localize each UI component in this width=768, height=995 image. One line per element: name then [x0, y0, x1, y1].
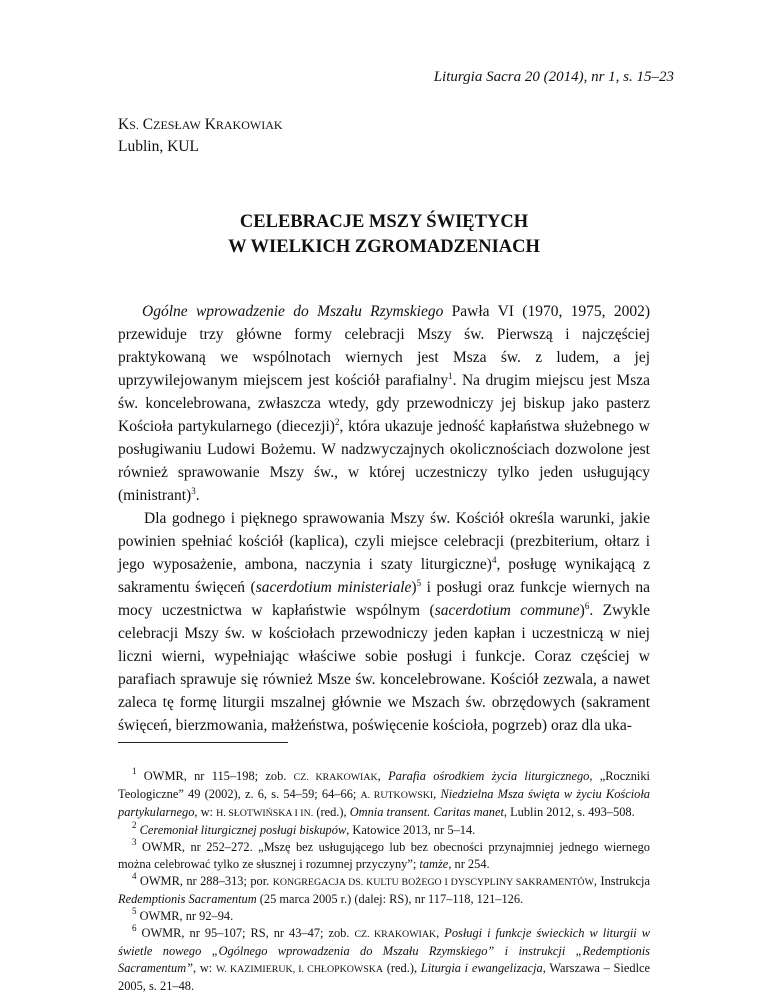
text-run: , „Roczniki Teologiczne” 49 (2002), z. 6, s. 54–59; 64–66; [118, 769, 651, 801]
text-run: , Katowice 2013, nr 5–14. [346, 823, 476, 837]
footnote-5 [118, 908, 650, 925]
article-title [118, 210, 650, 260]
cited-title: tamże [419, 857, 449, 871]
cited-title: Liturgia i ewangelizacja [420, 961, 543, 975]
text-run: . Zwykle celebracji Mszy św. w kościołach przewodniczy jeden kapłan i uczestniczą w niej liczni wierni, wypełniając właściwe sobie posługi i funkcje. Coraz częściej w parafiach sprawuje się również Msze św. koncelebrowane. Kościół zezwala, a nawet zaleca tę formę liturgii mszalnej głównie we Mszach św. obrzędowych (sakrament święceń, bierzmowania, małżeństwa, poświęcenie kościoła, pogrzeb) oraz dla uka- [118, 602, 650, 734]
cited-title: Omnia transent. Caritas manet [349, 805, 504, 819]
footnote-1 [118, 768, 650, 822]
title-line-1: CELEBRACJE MSZY ŚWIĘTYCH [239, 212, 529, 232]
footnote-ref[interactable]: 3 [191, 486, 196, 496]
text-run: OWMR, nr 92–94. [136, 909, 234, 923]
text-run: ) [579, 602, 585, 619]
author-ref: KONGREGACJA DS. KULTU BOŻEGO I DYSCYPLINY SAKRAMENTÓW [272, 877, 594, 888]
text-run: OWMR, nr 252–272. „Mszę bez usługującego lub bez obecności przynajmniej jednego wiernego można celebrować tylko ze słusznej i rozumnej przyczyny”; [118, 840, 650, 871]
cited-title: Redemptionis Sacramentum [118, 892, 257, 906]
text-run: , posługę wynikającą z sakramentu święceń ( [118, 556, 650, 596]
footnote-3 [118, 839, 650, 873]
text-run: OWMR, nr 115–198; zob. [136, 769, 294, 783]
author-first-rest: ZESŁAW [153, 118, 201, 132]
paragraph-2 [118, 507, 650, 737]
footnote-divider [118, 742, 288, 743]
text-run: (25 marca 2005 r.) (dalej: RS), nr 117–118, 121–126. [256, 892, 524, 906]
text-run: , nr 254. [448, 857, 490, 871]
author-ref: H. SŁOTWIŃSKA I IN. [216, 808, 314, 819]
cited-title: Ceremoniał liturgicznej posługi biskupów [136, 823, 347, 837]
cited-title: , Parafia ośrodkiem życia liturgicznego [377, 769, 590, 783]
footnote-number: 4 [132, 871, 137, 881]
text-run: (red.), [313, 805, 350, 819]
footnote-ref[interactable]: 6 [584, 601, 590, 611]
article-body [118, 300, 650, 737]
text-run: (red.), [383, 961, 421, 975]
author-ref: CZ. KRAKOWIAK [293, 772, 378, 783]
latin-term: sacerdotium ministeriale [255, 579, 412, 596]
footnote-ref[interactable]: 4 [491, 555, 497, 565]
footnote-ref[interactable]: 2 [334, 417, 340, 427]
author-last-initial: K [204, 116, 216, 133]
text-run: , w: [194, 805, 217, 819]
cited-title: Ogólne wprowadzenie do Mszału Rzymskiego [142, 303, 444, 320]
author-name [118, 114, 283, 136]
author-first-initial: C [142, 116, 154, 133]
text-run: , Lublin 2012, s. 493–508. [503, 805, 635, 819]
cited-title: , Posługi i funkcje świeckich w liturgii w świetle nowego „Ogólnego wprowadzenia do Mszału Rzymskiego” i instrukcji „Redemptionis Sacramentum” [118, 926, 650, 975]
footnote-number: 2 [132, 820, 137, 830]
journal-citation: Liturgia Sacra 20 (2014), nr 1, s. 15–23 [433, 69, 674, 85]
text-run: Dla godnego i pięknego sprawowania Mszy św. Kościół określa warunki, jakie powinien spełniać kościół (kaplica), czyli miejsce celebracji (prezbiterium, ołtarz i jego wyposażenie, ambona, naczynia i szaty liturgiczne) [118, 510, 650, 573]
latin-term: sacerdotium commune [434, 602, 580, 619]
text-run: , Warszawa – Siedlce 2005, s. 21–48. [118, 961, 651, 993]
title-line-2: W WIELKICH ZGROMADZENIACH [228, 237, 540, 257]
footnote-2 [118, 822, 650, 839]
footnote-number: 5 [132, 906, 137, 916]
footnote-number: 6 [132, 923, 137, 933]
text-run: . Na drugim miejscu jest Msza św. koncelebrowana, zwłaszcza wtedy, gdy przewodniczy jej biskup jako pasterz Kościoła partykularnego (diecezji) [118, 372, 651, 435]
footnote-ref[interactable]: 1 [448, 371, 453, 381]
author-prefix-initial: K [118, 116, 130, 133]
footnote-4 [118, 873, 650, 908]
author-last-rest: RAKOWIAK [215, 118, 283, 132]
footnote-6 [118, 925, 650, 995]
text-run: OWMR, nr 288–313; por. [136, 874, 273, 888]
author-ref: A. RUTKOWSKI [360, 790, 434, 801]
footnotes [118, 768, 650, 995]
cited-title: , Niedzielna Msza święta w życiu Kościoła partykularnego [118, 787, 650, 819]
author-ref: W. KAZIMIERUK, I. CHŁOPKOWSKA [215, 964, 384, 975]
author-ref: CZ. KRAKOWIAK [354, 929, 437, 940]
text-run: . [195, 487, 200, 504]
footnote-number: 3 [132, 837, 137, 847]
text-run: , Instrukcja [593, 874, 650, 888]
text-run: ) [411, 579, 417, 596]
footnote-number: 1 [132, 766, 137, 776]
text-run: , która ukazuje jedność kapłaństwa służebnego w posługiwaniu Ludowi Bożemu. W nadzwyczajnych okolicznościach dozwolone jest również sprawowanie Mszy św., w której uczestniczy tylko jeden usługujący (ministrant) [118, 418, 650, 504]
author-prefix-rest: S. [129, 118, 139, 132]
text-run: , w: [193, 961, 216, 975]
text-run: OWMR, nr 95–107; RS, nr 43–47; zob. [136, 926, 355, 940]
footnote-ref[interactable]: 5 [416, 578, 422, 588]
author-affiliation: Lublin, KUL [118, 138, 199, 155]
text-run: Pawła VI (1970, 1975, 2002) przewiduje trzy główne formy celebracji Mszy św. Pierwszą i najczęściej praktykowaną we wspólnotach wiernych jest Msza św. z ludem, a jej uprzywilejowanym miejscem jest kościół parafialny [118, 303, 650, 389]
paragraph-1 [118, 300, 650, 507]
text-run: i posługi oraz funkcje wiernych na mocy uczestnictwa w kapłaństwie wspólnym ( [118, 579, 650, 619]
author-block [118, 114, 283, 157]
